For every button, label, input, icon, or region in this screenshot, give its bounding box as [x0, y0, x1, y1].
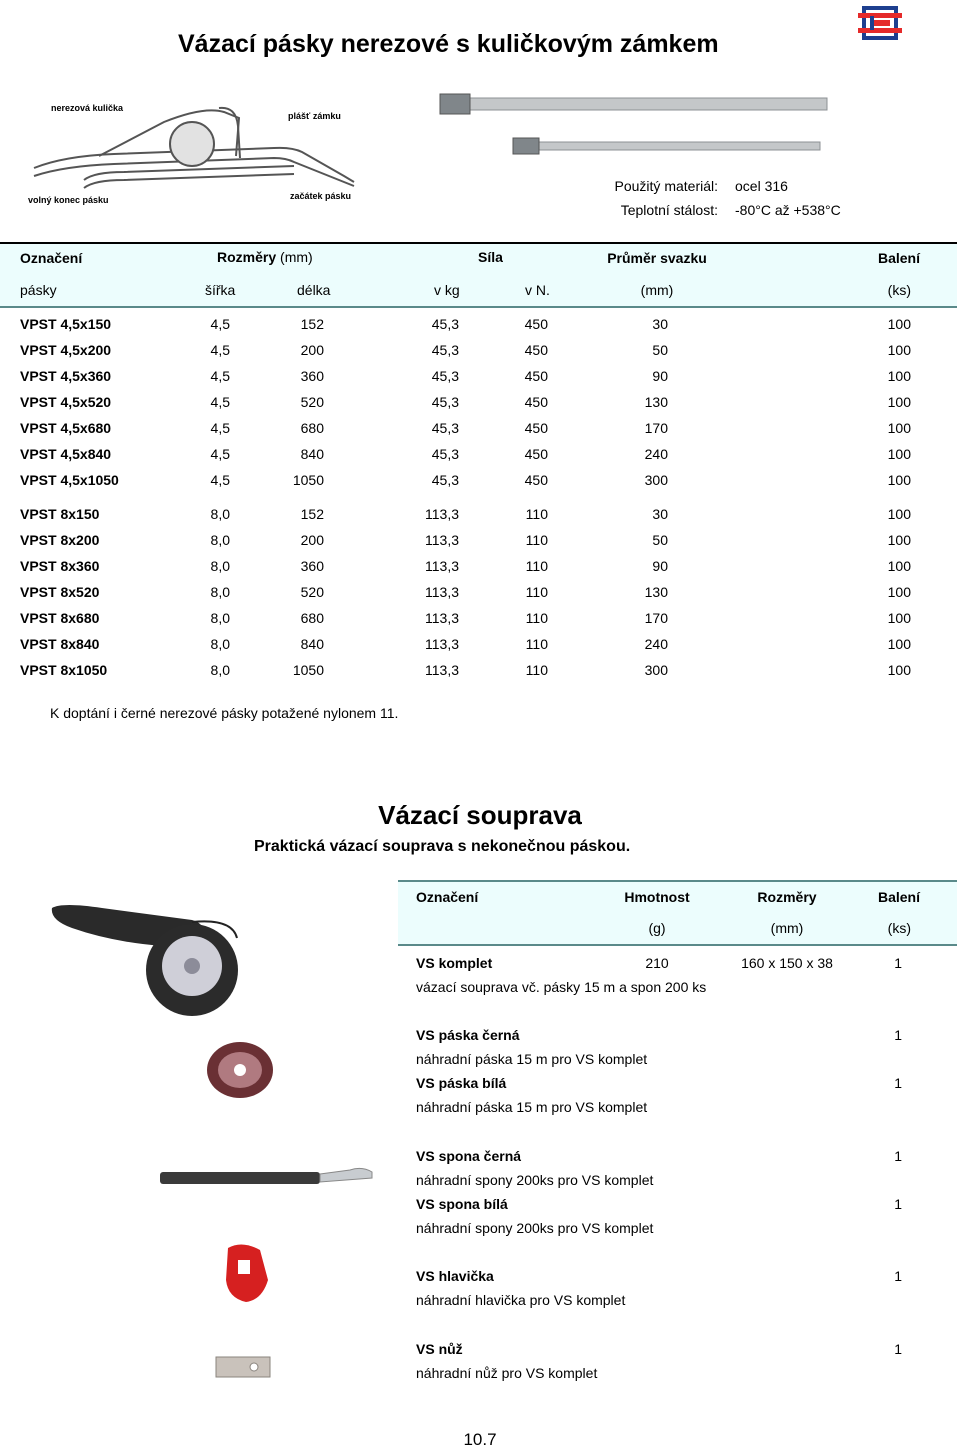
set-item-name: VS páska černá — [416, 1027, 520, 1043]
table-cell: 152 — [300, 316, 324, 332]
temperature-label: Teplotní stálost: — [620, 202, 718, 218]
table-row-name: VPST 4,5x520 — [20, 394, 112, 410]
set-item-dims: 160 x 150 x 38 — [741, 955, 833, 971]
header-baleni: Balení — [877, 250, 920, 266]
table-cell: 8,0 — [210, 506, 230, 522]
set-header-baleni: Balení — [877, 889, 920, 905]
table-cell: 300 — [644, 472, 668, 488]
table-cell: 450 — [524, 368, 548, 384]
table-cell: 1050 — [292, 662, 324, 678]
set-item-weight: 210 — [645, 955, 669, 971]
table-cell: 450 — [524, 472, 548, 488]
table-cell: 113,3 — [425, 584, 459, 600]
table-cell: 100 — [887, 636, 911, 652]
header-sirka: šířka — [205, 282, 236, 298]
table-cell: 45,3 — [431, 420, 459, 436]
table-cell: 300 — [644, 662, 668, 678]
table-cell: 520 — [300, 394, 324, 410]
table-cell: 100 — [887, 558, 911, 574]
set-header-oznaceni: Označení — [416, 889, 479, 905]
set-title: Vázací souprava — [378, 800, 582, 830]
table-row-name: VPST 8x150 — [20, 506, 100, 522]
table-row-name: VPST 8x200 — [20, 532, 100, 548]
set-item-desc: náhradní páska 15 m pro VS komplet — [416, 1051, 648, 1067]
set-item-name: VS páska bílá — [416, 1075, 507, 1091]
table-cell: 4,5 — [210, 394, 230, 410]
set-item-qty: 1 — [894, 1196, 902, 1212]
material-label: Použitý materiál: — [614, 178, 718, 194]
table-cell: 110 — [525, 610, 548, 626]
table-cell: 4,5 — [210, 316, 230, 332]
tape-spool-image — [205, 1040, 275, 1100]
table-cell: 840 — [300, 446, 324, 462]
set-item-qty: 1 — [894, 1027, 902, 1043]
table-cell: 100 — [887, 662, 911, 678]
table-cell: 450 — [524, 420, 548, 436]
table-cell: 100 — [887, 394, 911, 410]
set-item-name: VS spona černá — [416, 1148, 522, 1164]
lock-diagram — [24, 96, 374, 211]
table-cell: 45,3 — [431, 472, 459, 488]
table-cell: 200 — [300, 532, 324, 548]
table-row-name: VPST 4,5x680 — [20, 420, 112, 436]
table-cell: 110 — [525, 532, 548, 548]
tool-kit-image — [42, 898, 247, 1018]
header-vkg: v kg — [434, 282, 460, 298]
table-cell: 680 — [300, 420, 324, 436]
table-cell: 840 — [300, 636, 324, 652]
header-delka: délka — [297, 282, 331, 298]
table-cell: 113,3 — [425, 610, 459, 626]
table-cell: 130 — [644, 584, 668, 600]
table-row-name: VPST 4,5x150 — [20, 316, 112, 332]
set-item-qty: 1 — [894, 1268, 902, 1284]
material-value: ocel 316 — [735, 178, 788, 194]
table-cell: 100 — [887, 368, 911, 384]
set-item-desc: náhradní páska 15 m pro VS komplet — [416, 1099, 648, 1115]
table-cell: 8,0 — [210, 558, 230, 574]
set-item-desc: náhradní nůž pro VS komplet — [416, 1365, 598, 1381]
set-header-ks: (ks) — [887, 920, 911, 936]
diagram-label-start: začátek pásku — [290, 191, 352, 201]
table-cell: 4,5 — [210, 420, 230, 436]
table-cell: 200 — [300, 342, 324, 358]
set-item-desc: náhradní spony 200ks pro VS komplet — [416, 1172, 654, 1188]
page-title: Vázací pásky nerezové s kuličkovým zámkem — [178, 30, 719, 58]
table-row-name: VPST 4,5x840 — [20, 446, 112, 462]
table-row-name: VPST 8x840 — [20, 636, 100, 652]
set-item-qty: 1 — [894, 955, 902, 971]
table-cell: 100 — [887, 610, 911, 626]
table-cell: 170 — [644, 610, 668, 626]
table-cell: 100 — [887, 420, 911, 436]
table-cell: 45,3 — [431, 316, 459, 332]
set-subtitle: Praktická vázací souprava s nekonečnou páskou. — [254, 838, 631, 855]
set-item-qty: 1 — [894, 1341, 902, 1357]
table-cell: 113,3 — [425, 506, 459, 522]
page-number: 10.7 — [463, 1430, 497, 1449]
table-cell: 113,3 — [425, 558, 459, 574]
table-cell: 360 — [300, 368, 324, 384]
table-cell: 100 — [887, 506, 911, 522]
table-cell: 360 — [300, 558, 324, 574]
temperature-value: -80°C až +538°C — [735, 202, 841, 218]
table-cell: 30 — [652, 316, 668, 332]
table-cell: 520 — [300, 584, 324, 600]
table-row-name: VPST 4,5x200 — [20, 342, 112, 358]
table-cell: 240 — [644, 636, 668, 652]
set-item-name: VS spona bílá — [416, 1196, 508, 1212]
diagram-label-ball: nerezová kulička — [51, 103, 124, 113]
table-cell: 45,3 — [431, 342, 459, 358]
set-header-rozmery: Rozměry — [757, 889, 817, 905]
table-row-name: VPST 8x360 — [20, 558, 100, 574]
head-part-image — [222, 1240, 272, 1306]
table-cell: 100 — [887, 472, 911, 488]
table-cell: 113,3 — [425, 662, 459, 678]
set-item-desc: vázací souprava vč. pásky 15 m a spon 200 ks — [416, 979, 707, 995]
table-row-name: VPST 4,5x360 — [20, 368, 112, 384]
knife-image — [214, 1355, 272, 1379]
header-mm: (mm) — [640, 282, 674, 298]
header-pasky: pásky — [20, 282, 57, 298]
set-item-name: VS komplet — [416, 955, 493, 971]
steel-straps-image — [435, 90, 835, 160]
table-cell: 4,5 — [210, 472, 230, 488]
table-cell: 450 — [524, 394, 548, 410]
set-item-qty: 1 — [894, 1148, 902, 1164]
table-cell: 100 — [887, 446, 911, 462]
table-cell: 680 — [300, 610, 324, 626]
set-item-qty: 1 — [894, 1075, 902, 1091]
table-row-name: VPST 4,5x1050 — [20, 472, 119, 488]
table-cell: 110 — [525, 506, 548, 522]
table-cell: 170 — [644, 420, 668, 436]
table-cell: 100 — [887, 532, 911, 548]
table-cell: 110 — [525, 584, 548, 600]
table-cell: 4,5 — [210, 446, 230, 462]
table-cell: 50 — [652, 342, 668, 358]
clip-strip-image — [150, 1162, 375, 1192]
table-cell: 130 — [644, 394, 668, 410]
company-logo-icon — [856, 4, 904, 42]
table-cell: 8,0 — [210, 584, 230, 600]
set-header-hmotnost: Hmotnost — [624, 889, 690, 905]
table-cell: 8,0 — [210, 636, 230, 652]
header-ks: (ks) — [887, 282, 911, 298]
table-cell: 90 — [652, 368, 668, 384]
set-header-mm: (mm) — [770, 920, 804, 936]
table-cell: 8,0 — [210, 532, 230, 548]
table-cell: 100 — [887, 342, 911, 358]
table-cell: 45,3 — [431, 368, 459, 384]
table-cell: 113,3 — [425, 532, 459, 548]
table-cell: 450 — [524, 316, 548, 332]
table-cell: 110 — [525, 558, 548, 574]
header-oznaceni: Označení — [20, 250, 83, 266]
table-row-name: VPST 8x520 — [20, 584, 100, 600]
table-cell: 8,0 — [210, 662, 230, 678]
header-prumer: Průměr svazku — [607, 250, 707, 266]
table-cell: 50 — [652, 532, 668, 548]
table-cell: 100 — [887, 584, 911, 600]
table-cell: 4,5 — [210, 368, 230, 384]
table-cell: 45,3 — [431, 394, 459, 410]
table-cell: 110 — [525, 636, 548, 652]
set-header-g: (g) — [648, 920, 666, 936]
table-cell: 100 — [887, 316, 911, 332]
table-cell: 90 — [652, 558, 668, 574]
set-item-name: VS nůž — [416, 1341, 463, 1357]
header-vn: v N. — [525, 282, 550, 298]
table-cell: 30 — [652, 506, 668, 522]
table-cell: 1050 — [292, 472, 324, 488]
table-cell: 4,5 — [210, 342, 230, 358]
table-cell: 110 — [525, 662, 548, 678]
set-item-desc: náhradní hlavička pro VS komplet — [416, 1292, 626, 1308]
set-item-name: VS hlavička — [416, 1268, 494, 1284]
table-row-name: VPST 8x680 — [20, 610, 100, 626]
table-cell: 240 — [644, 446, 668, 462]
table-cell: 113,3 — [425, 636, 459, 652]
diagram-label-lock: plášť zámku — [288, 111, 341, 121]
table-cell: 450 — [524, 446, 548, 462]
table-cell: 8,0 — [210, 610, 230, 626]
table-cell: 152 — [300, 506, 324, 522]
set-item-desc: náhradní spony 200ks pro VS komplet — [416, 1220, 654, 1236]
footnote: K doptání i černé nerezové pásky potažené nylonem 11. — [50, 705, 399, 721]
table-row-name: VPST 8x1050 — [20, 662, 108, 678]
table-cell: 45,3 — [431, 446, 459, 462]
header-rozmery: Rozměry (mm) — [217, 249, 313, 265]
diagram-label-free-end: volný konec pásku — [28, 195, 109, 205]
header-sila: Síla — [478, 249, 503, 265]
table-cell: 450 — [524, 342, 548, 358]
